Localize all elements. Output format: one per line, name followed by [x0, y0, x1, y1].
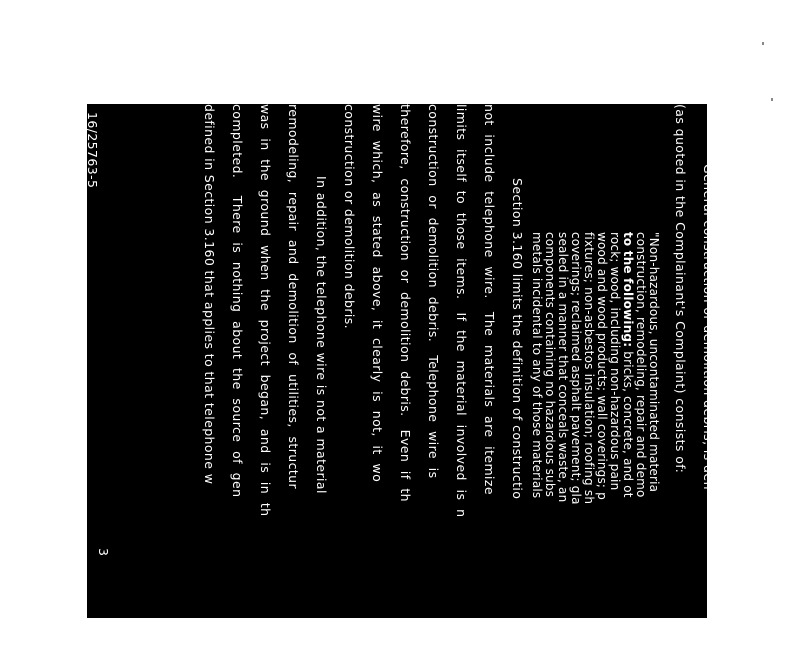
- scan-speck: [762, 42, 764, 45]
- page-number: 3: [96, 548, 111, 557]
- paragraph-line: construction or demolition debris. Telephone wire is: [426, 104, 441, 479]
- paragraph-line: therefore, construction or demolition debris. Even if th: [398, 104, 413, 502]
- footer-code: 16/25763-5: [85, 112, 100, 189]
- quote-line: sealed in a manner that conceals waste, an: [556, 232, 570, 503]
- quote-line: fixtures; non-asbestos insulation; roofing sh: [582, 232, 596, 505]
- quote-line: wood and wood products; wall coverings; p: [595, 232, 609, 501]
- paragraph-line: remodeling, repair and demolition of utilities, structur: [286, 104, 301, 490]
- paragraph-line: wire which, as stated above, it clearly is not, it wo: [370, 104, 385, 483]
- quote-line: "Non-hazardous, uncontaminated materia: [647, 232, 661, 493]
- section-heading: III. THE MATERIAL INVOLVED V: [785, 409, 800, 647]
- quote-line: coverings; reclaimed asphalt pavement; gla: [569, 232, 583, 505]
- document-page: [85, 104, 800, 647]
- paragraph-line: completed. There is nothing about the source of gen: [230, 104, 245, 498]
- paragraph-line: not include telephone wire. The materials are itemize: [482, 104, 497, 495]
- paragraph-line: construction or demolition debris.: [342, 104, 357, 330]
- scan-speck: [771, 98, 773, 101]
- paragraph-line: Section 3.160 limits the definition of constructio: [510, 178, 525, 500]
- quote-line: construction, remodeling, repair and demo: [634, 232, 648, 498]
- paragraph-line: defined in Section 3.160 that applies to that telephone w: [202, 104, 217, 485]
- paragraph-line: limits itself to those items. If the material involved is n: [454, 104, 469, 518]
- quote-line: rock; wood, including non-hazardous pain: [608, 232, 622, 491]
- quote-line: components containing no hazardous subs: [543, 232, 557, 498]
- quote-line: metals incidental to any of those materials: [530, 232, 544, 499]
- paragraph-line: debris," and asserts that there is a violation of Section 21: [729, 104, 744, 489]
- paragraph-line: The Complainant also asserts that the telepho: [757, 176, 772, 511]
- paragraph-line: was in the ground when the project began, and is in th: [258, 104, 273, 517]
- quote-line-rest: bricks, concrete, and ot: [621, 347, 635, 498]
- paragraph-line: In addition, the telephone wire is not a material: [314, 176, 329, 494]
- paragraph-line: General construction or demolition debris, is defi: [701, 164, 716, 491]
- quote-bold-text: to the following:: [621, 232, 635, 348]
- paragraph-line: (as quoted in the Complainant's Complaint) consists of:: [673, 104, 688, 474]
